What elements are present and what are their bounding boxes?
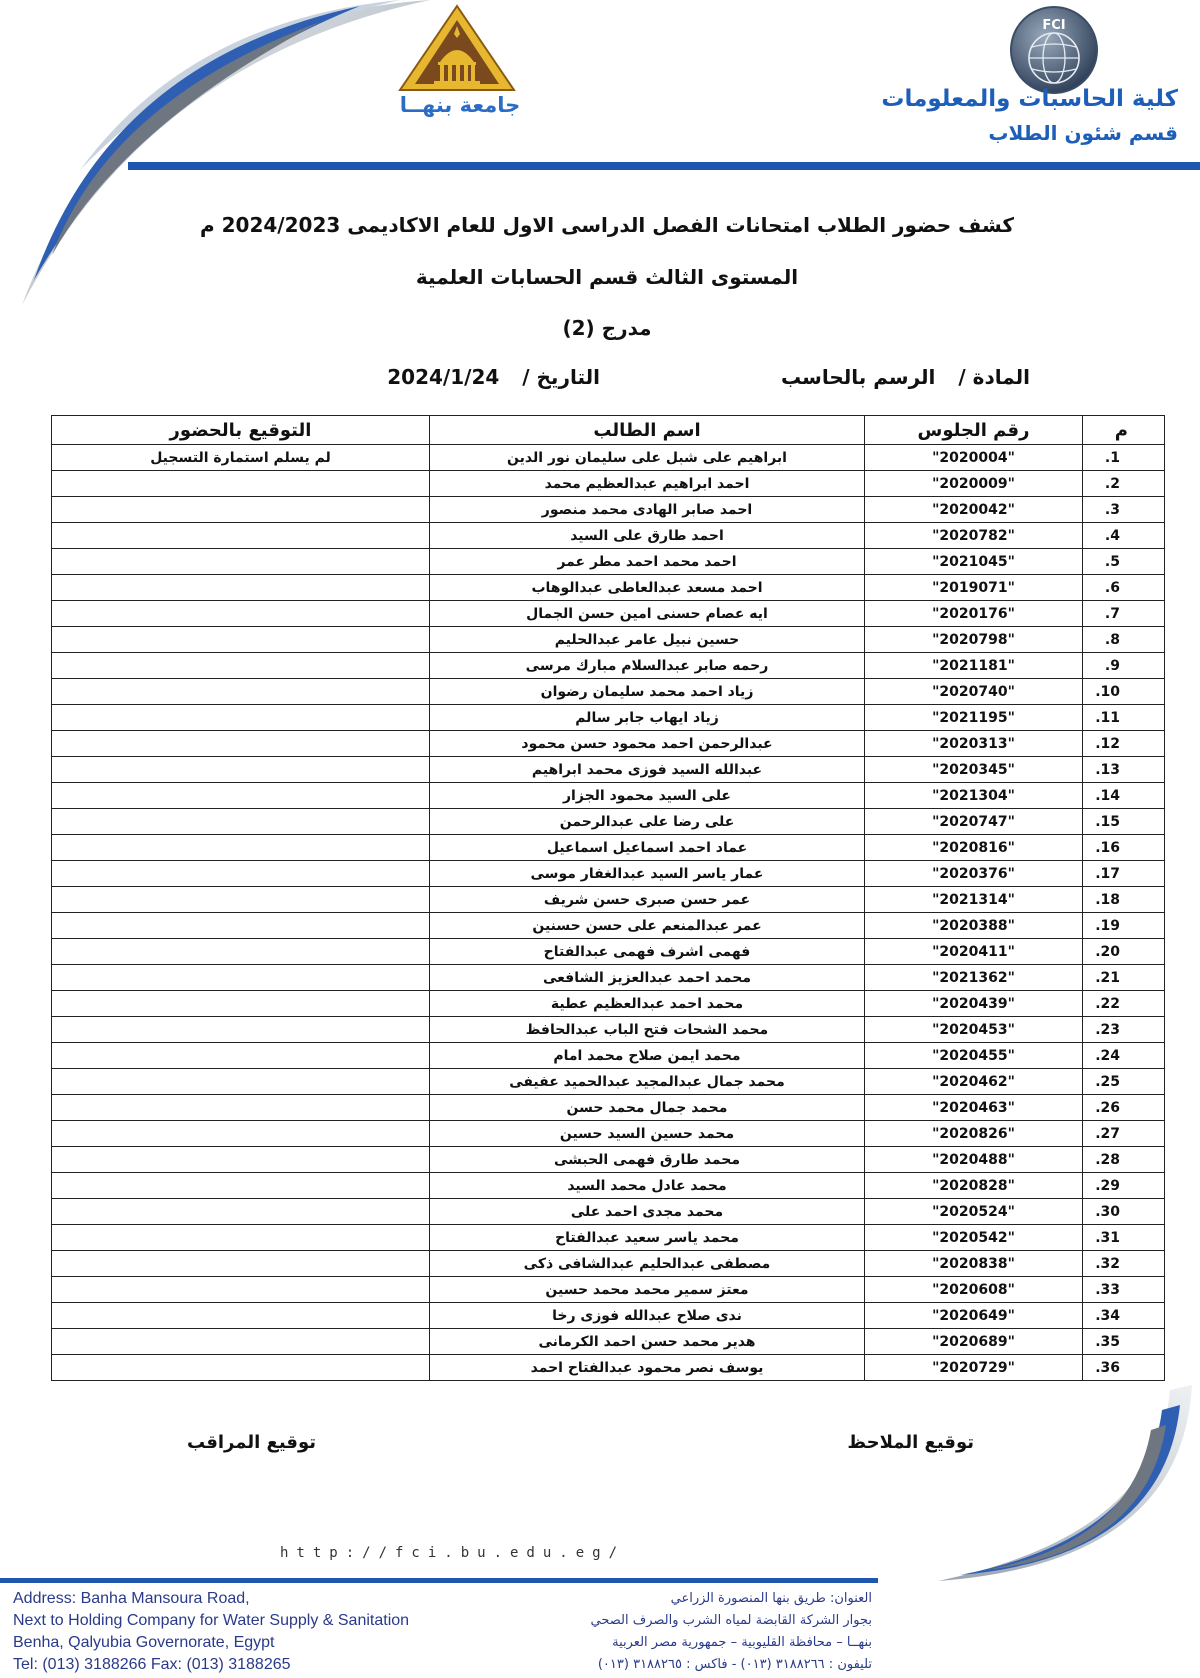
row-number-cell: 6. [1083, 575, 1165, 601]
student-name-cell: على السيد محمود الجزار [430, 783, 865, 809]
supervisor-signature-label: توقيع المراقب [187, 1432, 316, 1453]
signature-cell [52, 1251, 430, 1277]
student-name-cell: ابراهيم على شبل على سليمان نور الدين [430, 445, 865, 471]
seat-number-cell: "2020782" [865, 523, 1083, 549]
student-name-cell: عمار ياسر السيد عبدالغفار موسى [430, 861, 865, 887]
seat-number-cell: "2021362" [865, 965, 1083, 991]
date-label: التاريخ / [522, 365, 600, 389]
signature-cell [52, 835, 430, 861]
row-number-cell: 26. [1083, 1095, 1165, 1121]
student-name-cell: احمد مسعد عبدالعاطى عبدالوهاب [430, 575, 865, 601]
table-row [52, 705, 1165, 731]
table-row [52, 1199, 1165, 1225]
signature-cell [52, 1173, 430, 1199]
seat-number-cell: "2020729" [865, 1355, 1083, 1381]
signature-cell [52, 965, 430, 991]
table-row [52, 1043, 1165, 1069]
document-title: كشف حضور الطلاب امتحانات الفصل الدراسى الاول للعام الاكاديمى 2024/2023 م [200, 213, 1014, 237]
seat-number-cell: "2020828" [865, 1173, 1083, 1199]
address-ar-line: العنوان: طريق بنها المنصورة الزراعي [670, 1591, 872, 1606]
seat-number-cell: "2020838" [865, 1251, 1083, 1277]
student-name-cell: على رضا على عبدالرحمن [430, 809, 865, 835]
table-row [52, 835, 1165, 861]
subject-value: الرسم بالحاسب [780, 365, 936, 389]
student-name-cell: عمر حسن صبرى حسن شريف [430, 887, 865, 913]
signature-cell [52, 497, 430, 523]
seat-number-cell: "2020453" [865, 1017, 1083, 1043]
faculty-name: كلية الحاسبات والمعلومات [881, 86, 1178, 112]
table-header-row [52, 416, 1165, 445]
student-name-cell: ندى صلاح عبدالله فوزى رخا [430, 1303, 865, 1329]
decorative-swoosh-bottom-right [930, 1385, 1200, 1585]
table-row [52, 887, 1165, 913]
seat-number-cell: "2020376" [865, 861, 1083, 887]
signature-cell [52, 679, 430, 705]
benha-university-pyramid-emblem-icon [396, 4, 518, 94]
table-row [52, 809, 1165, 835]
row-number-cell: 24. [1083, 1043, 1165, 1069]
address-ar-line: تليفون : ٣١٨٨٢٦٦ (٠١٣) - فاكس : ٣١٨٨٢٦٥ (٠١٣) [597, 1657, 872, 1672]
signature-cell [52, 1277, 430, 1303]
seat-number-cell: "2020388" [865, 913, 1083, 939]
column-header-student-name: اسم الطالب [430, 416, 865, 445]
row-number-cell: 15. [1083, 809, 1165, 835]
table-row [52, 939, 1165, 965]
signature-cell [52, 601, 430, 627]
address-en-line: Tel: (013) 3188266 Fax: (013) 3188265 [13, 1656, 291, 1673]
signature-cell [52, 1147, 430, 1173]
table-row [52, 523, 1165, 549]
row-number-cell: 35. [1083, 1329, 1165, 1355]
table-row [52, 471, 1165, 497]
signature-cell [52, 991, 430, 1017]
row-number-cell: 25. [1083, 1069, 1165, 1095]
signature-cell [52, 1199, 430, 1225]
row-number-cell: 5. [1083, 549, 1165, 575]
seat-number-cell: "2020345" [865, 757, 1083, 783]
table-row [52, 1147, 1165, 1173]
seat-number-cell: "2020747" [865, 809, 1083, 835]
table-row [52, 601, 1165, 627]
seat-number-cell: "2020816" [865, 835, 1083, 861]
row-number-cell: 30. [1083, 1199, 1165, 1225]
row-number-cell: 13. [1083, 757, 1165, 783]
student-name-cell: زياد احمد محمد سليمان رضوان [430, 679, 865, 705]
signature-cell [52, 575, 430, 601]
signature-cell [52, 627, 430, 653]
student-name-cell: محمد حسين السيد حسين [430, 1121, 865, 1147]
signature-cell [52, 939, 430, 965]
student-name-cell: محمد طارق فهمى الحبشى [430, 1147, 865, 1173]
student-name-cell: محمد الشحات فتح الباب عبدالحافظ [430, 1017, 865, 1043]
table-row [52, 913, 1165, 939]
row-number-cell: 33. [1083, 1277, 1165, 1303]
row-number-cell: 23. [1083, 1017, 1165, 1043]
signature-cell [52, 1017, 430, 1043]
table-row [52, 1121, 1165, 1147]
student-name-cell: عبدالله السيد فوزى محمد ابراهيم [430, 757, 865, 783]
row-number-cell: 17. [1083, 861, 1165, 887]
signature-cell [52, 549, 430, 575]
attendance-table [51, 415, 1165, 1381]
table-row [52, 757, 1165, 783]
address-en-line: Benha, Qalyubia Governorate, Egypt [13, 1634, 275, 1651]
level-department: المستوى الثالث قسم الحسابات العلمية [415, 265, 799, 289]
header-divider [128, 162, 1200, 170]
student-name-cell: احمد صابر الهادى محمد منصور [430, 497, 865, 523]
website-url: http://fci.bu.edu.eg/ [280, 1545, 626, 1561]
student-name-cell: عماد احمد اسماعيل اسماعيل [430, 835, 865, 861]
address-en-line: Next to Holding Company for Water Supply & Sanitation [13, 1612, 410, 1629]
student-name-cell: يوسف نصر محمود عبدالفتاح احمد [430, 1355, 865, 1381]
student-name-cell: محمد جمال عبدالمجيد عبدالحميد عفيفى [430, 1069, 865, 1095]
table-row [52, 1355, 1165, 1381]
seat-number-cell: "2021045" [865, 549, 1083, 575]
table-row [52, 575, 1165, 601]
row-number-cell: 32. [1083, 1251, 1165, 1277]
signature-cell [52, 523, 430, 549]
table-row [52, 679, 1165, 705]
seat-number-cell: "2020455" [865, 1043, 1083, 1069]
table-row [52, 1225, 1165, 1251]
signature-cell [52, 1355, 430, 1381]
student-name-cell: محمد احمد عبدالعزيز الشافعى [430, 965, 865, 991]
address-ar-line: بجوار الشركة القابضة لمياه الشرب والصرف الصحي [590, 1613, 872, 1628]
signature-cell [52, 1303, 430, 1329]
student-name-cell: حسين نبيل عامر عبدالحليم [430, 627, 865, 653]
signature-cell [52, 1225, 430, 1251]
seat-number-cell: "2021195" [865, 705, 1083, 731]
seat-number-cell: "2020462" [865, 1069, 1083, 1095]
row-number-cell: 7. [1083, 601, 1165, 627]
table-row [52, 965, 1165, 991]
seat-number-cell: "2020176" [865, 601, 1083, 627]
table-row [52, 731, 1165, 757]
signature-cell [52, 1121, 430, 1147]
student-name-cell: احمد محمد احمد مطر عمر [430, 549, 865, 575]
row-number-cell: 4. [1083, 523, 1165, 549]
seat-number-cell: "2020740" [865, 679, 1083, 705]
row-number-cell: 31. [1083, 1225, 1165, 1251]
table-row [52, 1069, 1165, 1095]
address-english [13, 1588, 483, 1676]
seat-number-cell: "2020649" [865, 1303, 1083, 1329]
table-row [52, 783, 1165, 809]
table-row [52, 1329, 1165, 1355]
table-row [52, 653, 1165, 679]
row-number-cell: 28. [1083, 1147, 1165, 1173]
seat-number-cell: "2021181" [865, 653, 1083, 679]
seat-number-cell: "2020488" [865, 1147, 1083, 1173]
department-name: قسم شئون الطلاب [988, 121, 1178, 145]
fci-logo-letters: FCI [1042, 18, 1066, 33]
table-row [52, 1017, 1165, 1043]
row-number-cell: 14. [1083, 783, 1165, 809]
row-number-cell: 27. [1083, 1121, 1165, 1147]
exam-hall: مدرج (2) [562, 316, 652, 340]
student-name-cell: مصطفى عبدالحليم عبدالشافى ذكى [430, 1251, 865, 1277]
row-number-cell: 8. [1083, 627, 1165, 653]
subject-line [781, 365, 1030, 389]
seat-number-cell: "2020313" [865, 731, 1083, 757]
student-name-cell: احمد طارق على السيد [430, 523, 865, 549]
seat-number-cell: "2020524" [865, 1199, 1083, 1225]
student-name-cell: هدير محمد حسن احمد الكرمانى [430, 1329, 865, 1355]
student-name-cell: محمد ياسر سعيد عبدالفتاح [430, 1225, 865, 1251]
seat-number-cell: "2020411" [865, 939, 1083, 965]
seat-number-cell: "2020463" [865, 1095, 1083, 1121]
signature-cell: لم يسلم استمارة التسجيل [52, 445, 430, 471]
swoosh-arc-grey [22, 0, 430, 305]
row-number-cell: 11. [1083, 705, 1165, 731]
table-row [52, 445, 1165, 471]
signature-cell [52, 1095, 430, 1121]
student-name-cell: محمد مجدى احمد على [430, 1199, 865, 1225]
table-row [52, 861, 1165, 887]
seat-number-cell: "2020004" [865, 445, 1083, 471]
seat-number-cell: "2020009" [865, 471, 1083, 497]
seat-number-cell: "2020042" [865, 497, 1083, 523]
seat-number-cell: "2021304" [865, 783, 1083, 809]
fci-globe-emblem-icon [1008, 4, 1100, 96]
swoosh-arc-blue [960, 1405, 1180, 1575]
university-name: جامعة بنهــا [399, 93, 521, 117]
table-row [52, 1251, 1165, 1277]
signature-cell [52, 653, 430, 679]
row-number-cell: 20. [1083, 939, 1165, 965]
row-number-cell: 22. [1083, 991, 1165, 1017]
row-number-cell: 18. [1083, 887, 1165, 913]
seat-number-cell: "2019071" [865, 575, 1083, 601]
table-row [52, 1095, 1165, 1121]
row-number-cell: 10. [1083, 679, 1165, 705]
signature-cell [52, 887, 430, 913]
student-name-cell: فهمى اشرف فهمى عبدالفتاح [430, 939, 865, 965]
table-row [52, 1277, 1165, 1303]
seat-number-cell: "2020826" [865, 1121, 1083, 1147]
column-header-seat-number: رقم الجلوس [865, 416, 1083, 445]
table-row [52, 1303, 1165, 1329]
seat-number-cell: "2020608" [865, 1277, 1083, 1303]
row-number-cell: 36. [1083, 1355, 1165, 1381]
address-en-line: Address: Banha Mansoura Road, [13, 1590, 250, 1607]
table-row [52, 497, 1165, 523]
student-name-cell: عمر عبدالمنعم على حسن حسنين [430, 913, 865, 939]
subject-label: المادة / [958, 365, 1030, 389]
seat-number-cell: "2020689" [865, 1329, 1083, 1355]
row-number-cell: 34. [1083, 1303, 1165, 1329]
signature-cell [52, 471, 430, 497]
row-number-cell: 12. [1083, 731, 1165, 757]
table-row [52, 549, 1165, 575]
signature-cell [52, 1069, 430, 1095]
signature-cell [52, 809, 430, 835]
column-header-number: م [1083, 416, 1165, 445]
row-number-cell: 1. [1083, 445, 1165, 471]
row-number-cell: 9. [1083, 653, 1165, 679]
student-name-cell: ايه عصام حسنى امين حسن الجمال [430, 601, 865, 627]
student-name-cell: محمد عادل محمد السيد [430, 1173, 865, 1199]
swoosh-arc-blue [34, 6, 360, 280]
table-body [52, 445, 1165, 1381]
observer-signature-label: توقيع الملاحظ [847, 1432, 974, 1453]
student-name-cell: رحمه صابر عبدالسلام مبارك مرسى [430, 653, 865, 679]
student-name-cell: محمد ايمن صلاح محمد امام [430, 1043, 865, 1069]
student-name-cell: زياد ايهاب جابر سالم [430, 705, 865, 731]
signature-cell [52, 913, 430, 939]
signature-cell [52, 861, 430, 887]
signature-cell [52, 1329, 430, 1355]
table-row [52, 991, 1165, 1017]
signature-cell [52, 783, 430, 809]
row-number-cell: 19. [1083, 913, 1165, 939]
row-number-cell: 21. [1083, 965, 1165, 991]
signature-cell [52, 757, 430, 783]
address-ar-line: بنهــا – محافظة القليوبية – جمهورية مصر العربية [612, 1635, 872, 1650]
footer-divider [0, 1578, 878, 1583]
column-header-attendance-signature: التوقيع بالحضور [52, 416, 430, 445]
date-line [387, 365, 600, 389]
signature-cell [52, 705, 430, 731]
seat-number-cell: "2020439" [865, 991, 1083, 1017]
signature-cell [52, 731, 430, 757]
seat-number-cell: "2020798" [865, 627, 1083, 653]
table-row [52, 1173, 1165, 1199]
student-name-cell: معتز سمير محمد محمد حسين [430, 1277, 865, 1303]
student-name-cell: احمد ابراهيم عبدالعظيم محمد [430, 471, 865, 497]
date-value: 2024/1/24 [387, 365, 500, 389]
row-number-cell: 3. [1083, 497, 1165, 523]
row-number-cell: 29. [1083, 1173, 1165, 1199]
seat-number-cell: "2020542" [865, 1225, 1083, 1251]
student-name-cell: محمد احمد عبدالعظيم عطية [430, 991, 865, 1017]
signature-cell [52, 1043, 430, 1069]
seat-number-cell: "2021314" [865, 887, 1083, 913]
row-number-cell: 2. [1083, 471, 1165, 497]
student-name-cell: عبدالرحمن احمد محمود حسن محمود [430, 731, 865, 757]
address-arabic [472, 1588, 872, 1676]
student-name-cell: محمد جمال محمد حسن [430, 1095, 865, 1121]
table-row [52, 627, 1165, 653]
row-number-cell: 16. [1083, 835, 1165, 861]
